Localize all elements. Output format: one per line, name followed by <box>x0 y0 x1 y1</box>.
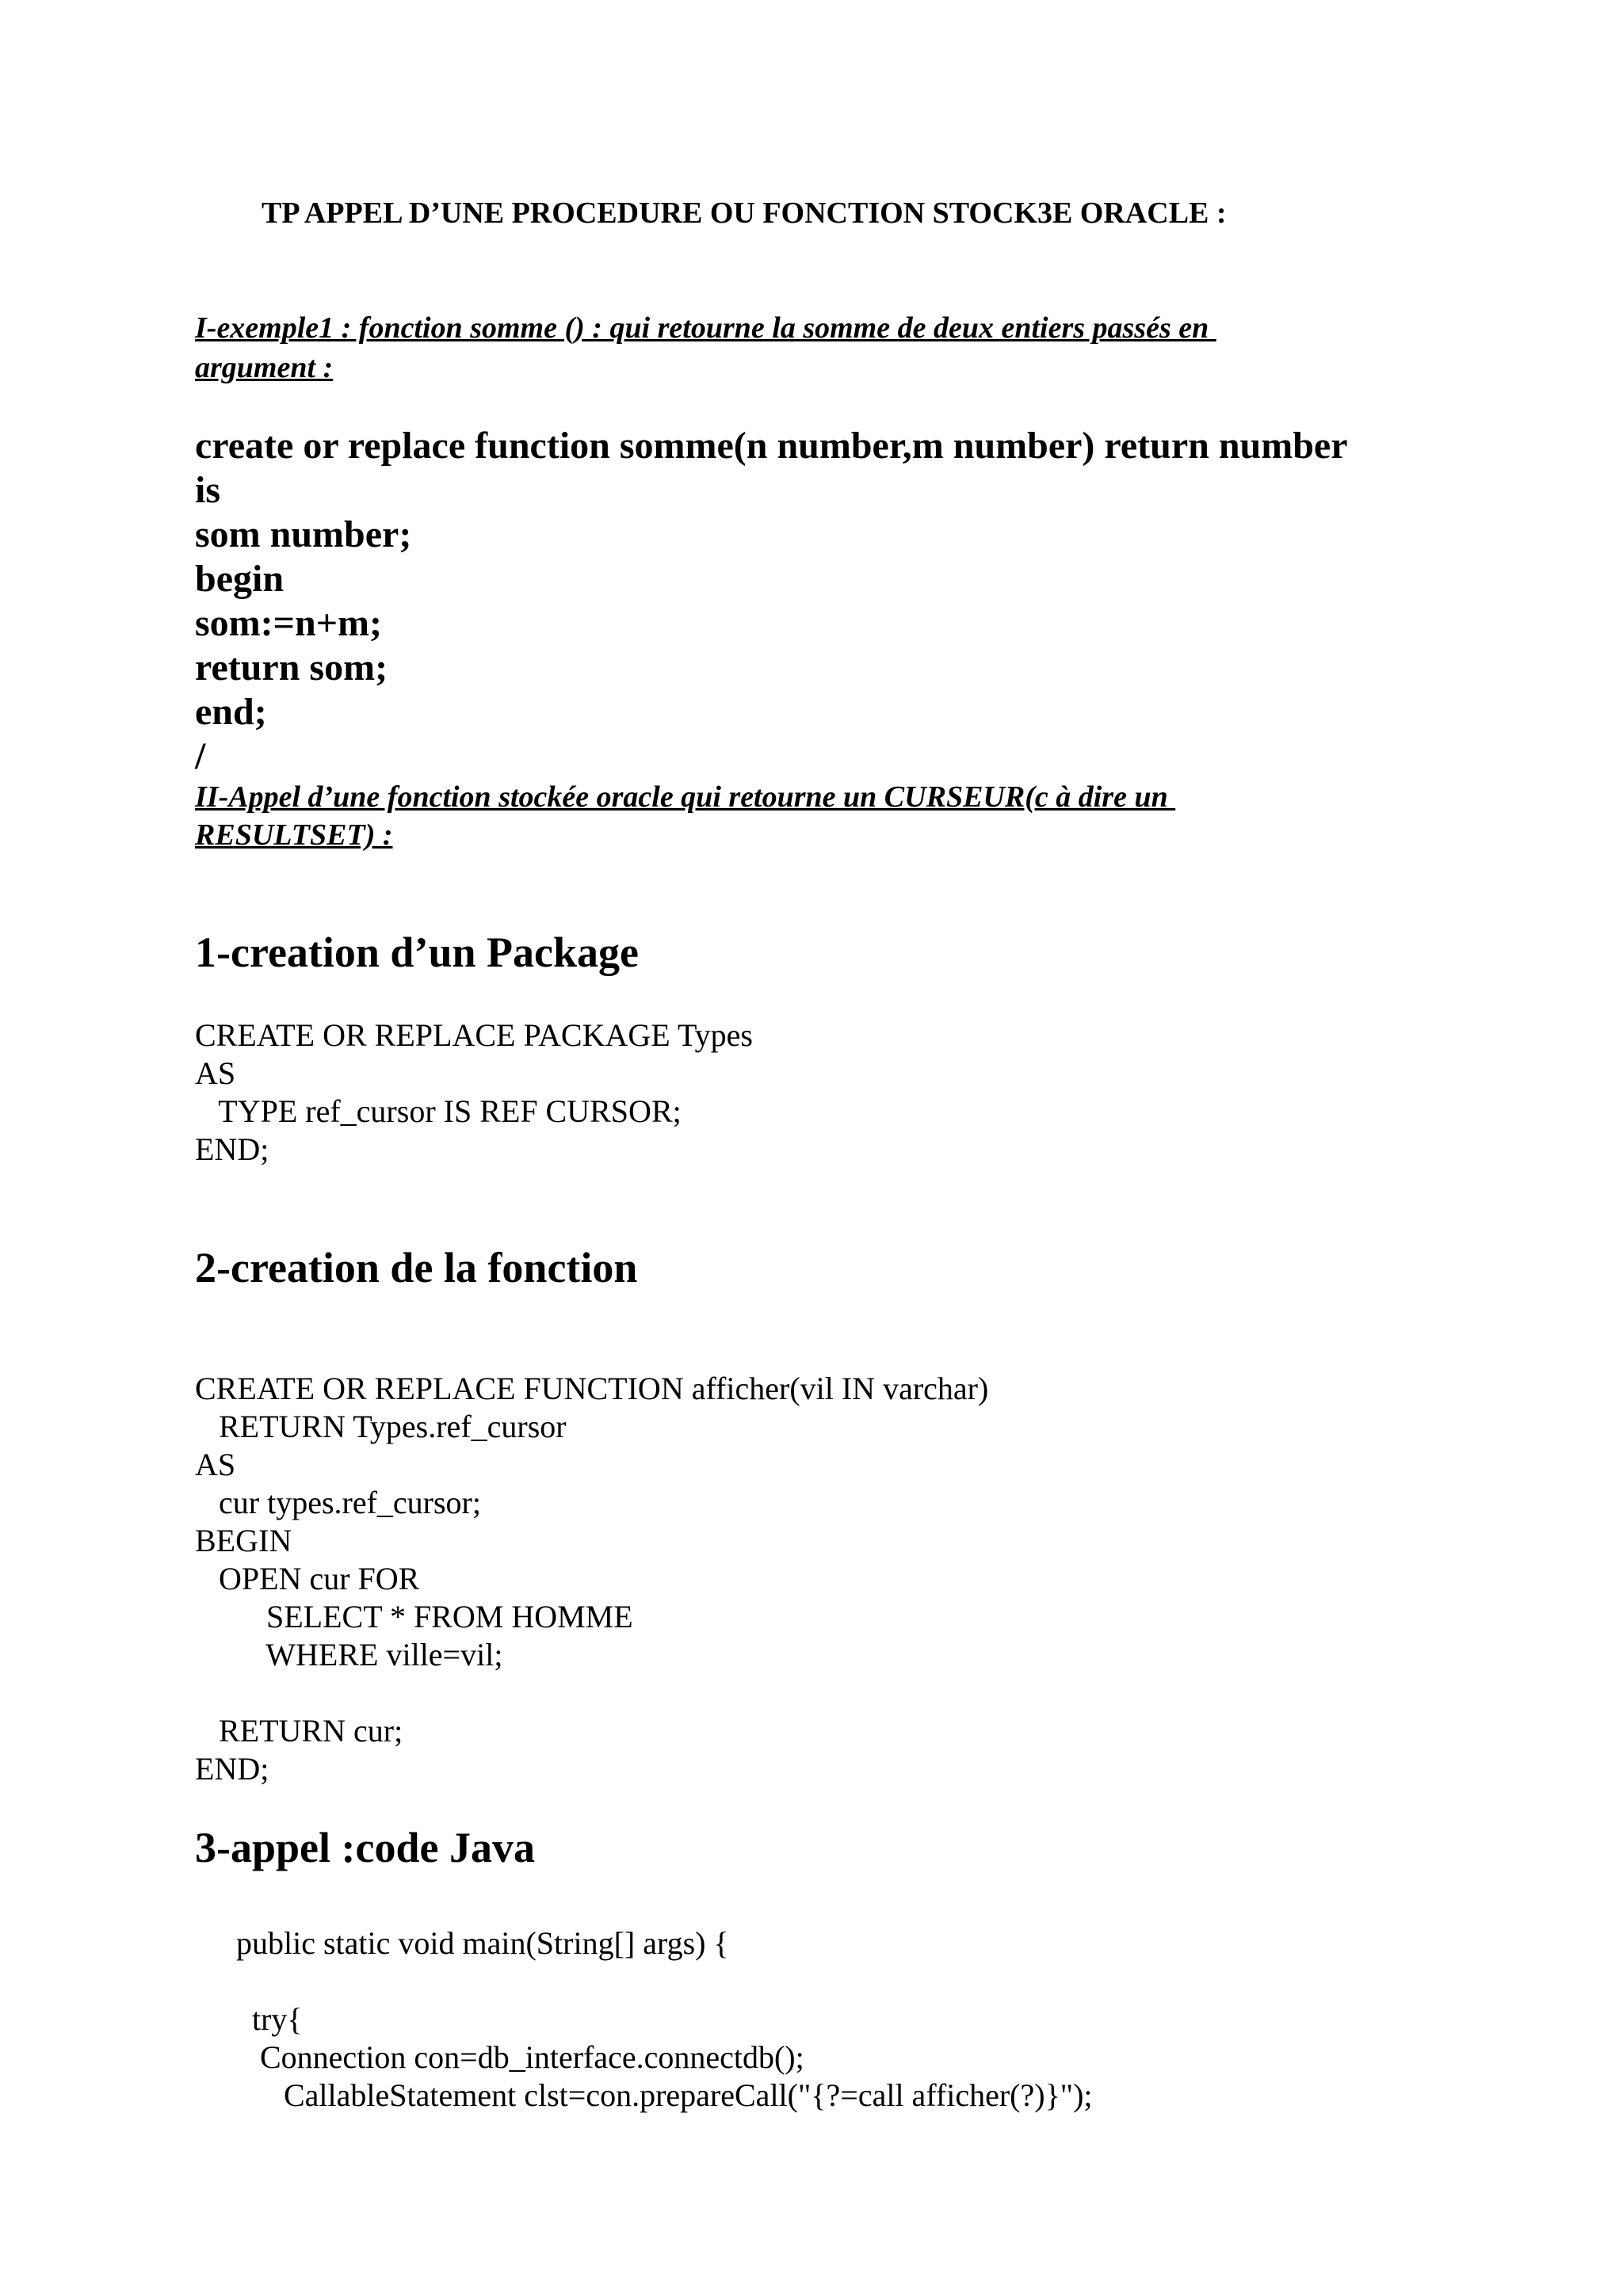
somme-code-line: return som; <box>195 646 388 688</box>
document-title: TP APPEL D’UNE PROCEDURE OU FONCTION STOCK3E ORACLE : <box>262 196 1227 230</box>
somme-code-line: som:=n+m; <box>195 602 383 644</box>
somme-code-line: / <box>195 735 206 777</box>
java-code-line: Connection con=db_interface.connectdb(); <box>236 2039 804 2075</box>
package-code-line: CREATE OR REPLACE PACKAGE Types <box>195 1017 753 1053</box>
somme-code-line: create or replace function somme(n number,m number) return number <box>195 425 1348 467</box>
java-code-line: CallableStatement clst=con.prepareCall("{?=call afficher(?)}"); <box>236 2077 1093 2113</box>
function-code-line: RETURN cur; <box>195 1713 403 1749</box>
somme-code-line: begin <box>195 558 285 600</box>
function-code-line: BEGIN <box>195 1523 292 1558</box>
java-code-line: try{ <box>236 2001 303 2037</box>
section1-heading-line1: I-exemple1 : fonction somme () : qui retourne la somme de deux entiers passés en <box>195 311 1216 345</box>
package-code-line: TYPE ref_cursor IS REF CURSOR; <box>195 1093 682 1129</box>
function-code-line: WHERE ville=vil; <box>195 1637 503 1672</box>
section1-heading-line2: argument : <box>195 351 334 384</box>
package-code-line: AS <box>195 1055 236 1091</box>
java-code-line: public static void main(String[] args) { <box>236 1925 729 1961</box>
step2-heading: 2-creation de la fonction <box>195 1244 638 1291</box>
function-code-line: CREATE OR REPLACE FUNCTION afficher(vil IN varchar) <box>195 1371 989 1406</box>
function-code-line: OPEN cur FOR <box>195 1561 420 1596</box>
function-code-line: END; <box>195 1751 269 1787</box>
somme-code-line: is <box>195 469 221 511</box>
somme-code-line: end; <box>195 691 267 733</box>
somme-code-line: som number; <box>195 513 412 555</box>
function-code-line: SELECT * FROM HOMME <box>195 1599 633 1634</box>
step1-heading: 1-creation d’un Package <box>195 929 639 976</box>
function-code-line: AS <box>195 1447 236 1482</box>
package-code-line: END; <box>195 1131 269 1167</box>
step3-heading: 3-appel :code Java <box>195 1824 535 1871</box>
function-code-line: RETURN Types.ref_cursor <box>195 1409 567 1444</box>
section2-heading-line2: RESULTSET) : <box>195 818 393 852</box>
section2-heading-line1: II-Appel d’une fonction stockée oracle qui retourne un CURSEUR(c à dire un <box>195 780 1176 814</box>
function-code-line: cur types.ref_cursor; <box>195 1485 481 1520</box>
